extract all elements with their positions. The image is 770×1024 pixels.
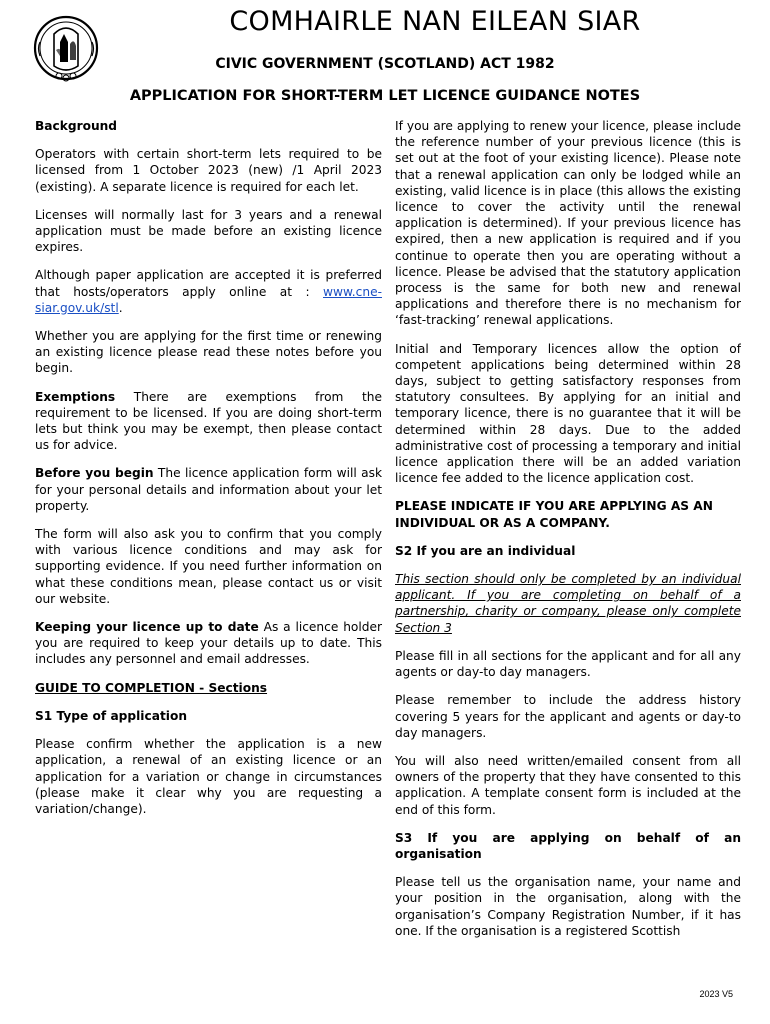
s1-paragraph: Please confirm whether the application is a new application, a renewal of an existing licence or an application for a variation or change in circumstances (please make it clear why you are requesting a variation/change). bbox=[35, 737, 382, 816]
background-paragraph-1: Operators with certain short-term lets required to be licensed from 1 October 2023 (new) /1 April 2023 (existing). A separate licence is required for each let. bbox=[35, 147, 382, 194]
guide-heading: GUIDE TO COMPLETION - Sections bbox=[35, 680, 268, 695]
website-link[interactable]: www.cne-siar.gov.uk/stl bbox=[35, 284, 382, 315]
before-paragraph bbox=[35, 465, 382, 514]
s3-paragraph: Please tell us the organisation name, your name and your position in the organisation, along with the organisation’s Company Registration Number, if it has one. If the organisation is a registered Scottish bbox=[395, 875, 741, 938]
background-paragraph-4: Whether you are applying for the first time or renewing an existing licence please read these notes before you begin. bbox=[35, 329, 382, 376]
background-paragraph-3 bbox=[35, 267, 382, 316]
version-label: 2023 V5 bbox=[699, 989, 733, 999]
s2-paragraph-2: Please remember to include the address history covering 5 years for the applicant and agents or day-to day managers. bbox=[395, 693, 741, 740]
left-column bbox=[35, 118, 382, 829]
background-heading: Background bbox=[35, 119, 118, 133]
indicate-notice: PLEASE INDICATE IF YOU ARE APPLYING AS AN INDIVIDUAL OR AS A COMPANY. bbox=[395, 499, 713, 530]
keeping-text: As a licence holder you are required to keep your details up to date. This includes any personnel and email addresses. bbox=[35, 620, 383, 667]
page-title: APPLICATION FOR SHORT-TERM LET LICENCE GUIDANCE NOTES bbox=[129, 88, 641, 104]
before-text: The licence application form will ask for your personal details and information about your let property. bbox=[35, 466, 383, 513]
act-title: CIVIC GOVERNMENT (SCOTLAND) ACT 1982 bbox=[215, 56, 555, 72]
online-text: Although paper application are accepted it is preferred that hosts/operators apply online at : bbox=[35, 268, 382, 299]
initial-temporary-paragraph: Initial and Temporary licences allow the option of competent applications being determined within 28 days, subject to getting satisfactory responses from statutory consultees. By applying for an initial and temporary licence, there is no guarantee that it will be determined within 28 days. Due to the added administrative cost of processing a temporary and initial licence application there will be an added variation licence fee added to the licence application cost. bbox=[395, 341, 741, 486]
council-name: COMHAIRLE NAN EILEAN SIAR bbox=[229, 6, 641, 37]
keeping-label: Keeping your licence up to date bbox=[35, 620, 259, 635]
s2-heading: S2 If you are an individual bbox=[395, 543, 576, 558]
exemptions-label: Exemptions bbox=[35, 389, 116, 404]
conditions-paragraph: The form will also ask you to confirm that you comply with various licence conditions and may ask for supporting evidence. If you need further information on what these conditions mean, please contact us or visit our website. bbox=[35, 527, 382, 606]
s2-paragraph-3: You will also need written/emailed consent from all owners of the property that they have consented to this application. A template consent form is included at the end of this form. bbox=[395, 753, 741, 817]
council-crest-icon bbox=[32, 12, 100, 86]
background-paragraph-2: Licenses will normally last for 3 years and a renewal application must be made before an existing licence expires. bbox=[35, 207, 382, 255]
s1-heading: S1 Type of application bbox=[35, 708, 187, 723]
keeping-paragraph bbox=[35, 619, 382, 668]
right-column bbox=[395, 118, 741, 980]
online-text-end: . bbox=[118, 300, 123, 315]
before-label: Before you begin bbox=[35, 466, 154, 481]
exemptions-text: There are exemptions from the requirement to be licensed. If you are doing short-term lets but think you may be exempt, then please contact us for advice. bbox=[35, 389, 382, 453]
s2-paragraph-1: Please fill in all sections for the applicant and for all any agents or day-to day managers. bbox=[395, 648, 741, 680]
s2-instruction: This section should only be completed by an individual applicant. If you are completing on behalf of a partnership, charity or company, please only complete Section 3 bbox=[395, 572, 741, 635]
exemptions-paragraph bbox=[35, 389, 382, 454]
s3-heading: S3 If you are applying on behalf of an organisation bbox=[395, 830, 741, 861]
renewal-paragraph: If you are applying to renew your licence, please include the reference number of your previous licence (this is set out at the foot of your existing licence). Please note that a renewal application can only be lodged while an existing, valid licence is in place (this allows the existing licence to cover the activity until the renewal application is determined). If your previous licence has expired, then a new application is required and if you continue to operate then you are operating without a licence. Please be advised that the statutory application process is the same for both new and renewal applications and therefore there is no mechanism for ‘fast-tracking’ renewal applications. bbox=[395, 119, 741, 328]
